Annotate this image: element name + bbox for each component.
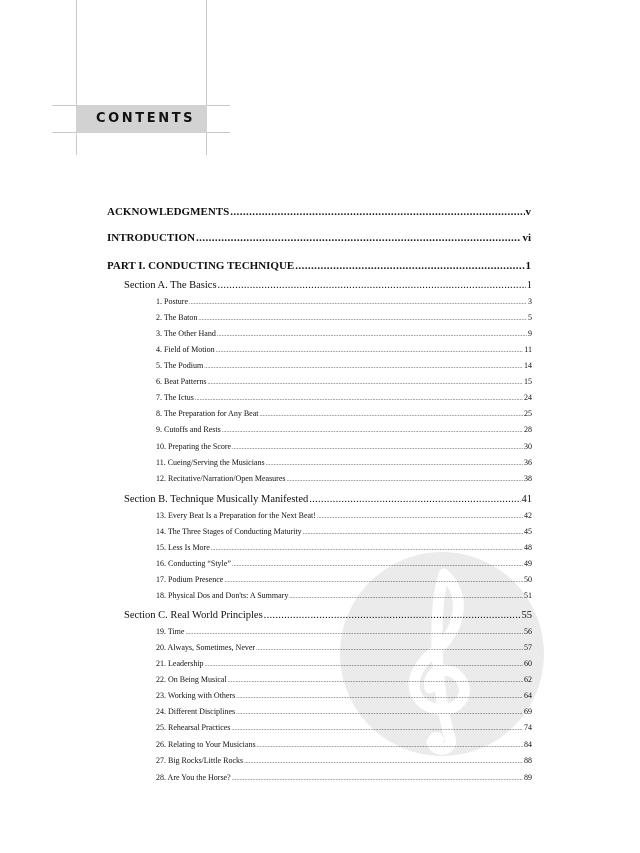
toc-entry-page: 28 <box>524 425 532 434</box>
toc-entry-title: 19. Time <box>156 627 185 636</box>
dot-leader <box>244 759 523 765</box>
toc-entry-page: 1 <box>526 280 532 291</box>
toc-entry-page: 74 <box>524 723 532 732</box>
dot-leader <box>185 630 523 636</box>
toc-entry-title: 23. Working with Others <box>156 691 236 700</box>
toc-entry-title: 20. Always, Sometimes, Never <box>156 643 256 652</box>
toc-entry-title: 17. Podium Presence <box>156 575 224 584</box>
toc-entry-title: 28. Are You the Horse? <box>156 773 231 782</box>
toc-entry <box>156 393 532 402</box>
toc-entry <box>156 591 532 600</box>
dot-leader <box>207 380 523 386</box>
toc-entry-page: 51 <box>524 591 532 600</box>
dot-leader <box>198 316 527 322</box>
dot-leader <box>196 232 521 244</box>
toc-entry <box>156 474 532 483</box>
dot-leader <box>295 260 524 272</box>
toc-entry <box>156 458 532 467</box>
toc-entry-title: 13. Every Beat Is a Preparation for the Next Beat! <box>156 511 316 520</box>
dot-leader <box>232 445 523 451</box>
toc-entry <box>156 773 532 782</box>
toc-entry-title: Section C. Real World Principles <box>124 610 263 621</box>
toc-entry-title: Section B. Technique Musically Manifested <box>124 494 309 505</box>
page-title: CONTENTS <box>96 111 196 126</box>
toc-entry <box>156 575 532 584</box>
dot-leader <box>224 578 523 584</box>
dot-leader <box>204 364 523 370</box>
toc-entry-page: 41 <box>521 494 532 505</box>
dot-leader <box>205 662 523 668</box>
toc-entry-page: 55 <box>521 610 532 621</box>
toc-entry-title: PART I. CONDUCTING TECHNIQUE <box>107 260 295 272</box>
toc-entry-title: 22. On Being Musical <box>156 675 227 684</box>
toc-entry-page: 84 <box>524 740 532 749</box>
toc-entry <box>156 707 532 716</box>
toc-entry-title: 25. Rehearsal Practices <box>156 723 231 732</box>
toc-entry-page: 3 <box>528 297 532 306</box>
dot-leader <box>289 594 523 600</box>
toc-entry-title: 1. Posture <box>156 297 188 306</box>
toc-entry-title: INTRODUCTION <box>107 232 196 244</box>
dot-leader <box>309 494 520 505</box>
dot-leader <box>236 694 523 700</box>
toc-entry-page: 89 <box>524 773 532 782</box>
toc-entry <box>156 442 532 451</box>
toc-entry-page: 48 <box>524 543 532 552</box>
dot-leader <box>257 743 523 749</box>
toc-entry-page: 25 <box>524 409 532 418</box>
toc-entry-page: 42 <box>524 511 532 520</box>
toc-entry-title: 4. Field of Motion <box>156 345 215 354</box>
dot-leader <box>216 348 524 354</box>
toc-entry <box>156 377 532 386</box>
dot-leader <box>195 396 523 402</box>
toc-entry-page: 69 <box>524 707 532 716</box>
dot-leader <box>218 280 526 291</box>
toc-entry-title: 18. Physical Dos and Don'ts: A Summary <box>156 591 289 600</box>
toc-entry-title: 21. Leadership <box>156 659 204 668</box>
toc-entry-title: 5. The Podium <box>156 361 204 370</box>
toc-entry-title: 8. The Preparation for Any Beat <box>156 409 259 418</box>
toc-entry-title: 16. Conducting “Style” <box>156 559 231 568</box>
dot-leader <box>266 461 523 467</box>
toc-entry <box>156 627 532 636</box>
toc-entry-page: 45 <box>524 527 532 536</box>
toc-entry <box>156 329 532 338</box>
toc-entry <box>156 691 532 700</box>
toc-entry-title: 26. Relating to Your Musicians <box>156 740 256 749</box>
toc-entry <box>156 511 532 520</box>
toc-entry <box>124 494 532 505</box>
toc-entry <box>107 232 531 244</box>
toc-entry-title: ACKNOWLEDGMENTS <box>107 206 230 218</box>
toc-entry-title: 24. Different Disciplines <box>156 707 236 716</box>
toc-entry <box>156 527 532 536</box>
toc-entry-title: 11. Cueing/Serving the Musicians <box>156 458 265 467</box>
toc-entry <box>107 260 531 272</box>
toc-entry <box>156 723 532 732</box>
toc-entry-page: 15 <box>524 377 532 386</box>
dot-leader <box>317 514 523 520</box>
dot-leader <box>260 412 524 418</box>
toc-entry <box>156 559 532 568</box>
toc-entry-page: 64 <box>524 691 532 700</box>
toc-entry-title: 3. The Other Hand <box>156 329 216 338</box>
dot-leader <box>211 546 523 552</box>
toc-entry-page: 24 <box>524 393 532 402</box>
dot-leader <box>222 428 523 434</box>
toc-entry-title: 14. The Three Stages of Conducting Maturity <box>156 527 302 536</box>
dot-leader <box>287 477 523 483</box>
toc-entry-title: 10. Preparing the Score <box>156 442 232 451</box>
toc-entry <box>156 543 532 552</box>
dot-leader <box>217 332 527 338</box>
toc-entry-page: 14 <box>524 361 532 370</box>
dot-leader <box>232 562 523 568</box>
dot-leader <box>264 610 521 621</box>
dot-leader <box>230 206 524 218</box>
toc-entry <box>156 361 532 370</box>
toc-entry <box>156 313 532 322</box>
dot-leader <box>232 776 523 782</box>
toc-entry-title: 2. The Baton <box>156 313 198 322</box>
toc-entry-page: v <box>525 206 531 218</box>
toc-entry <box>156 740 532 749</box>
toc-entry-page: 88 <box>524 756 532 765</box>
toc-entry-page: 49 <box>524 559 532 568</box>
toc-entry-title: 12. Recitative/Narration/Open Measures <box>156 474 286 483</box>
toc-entry-title: 7. The Ictus <box>156 393 194 402</box>
toc-entry-page: vi <box>522 232 531 244</box>
toc-entry-page: 50 <box>524 575 532 584</box>
toc-entry <box>156 675 532 684</box>
toc-entry-title: 9. Cutoffs and Rests <box>156 425 221 434</box>
toc-entry <box>156 297 532 306</box>
toc-entry-title: 6. Beat Patterns <box>156 377 207 386</box>
toc-entry <box>124 280 532 291</box>
toc-entry-title: Section A. The Basics <box>124 280 217 291</box>
toc-entry-page: 1 <box>525 260 531 272</box>
dot-leader <box>303 530 523 536</box>
toc-entry <box>156 425 532 434</box>
toc-entry <box>124 610 532 621</box>
toc-entry <box>156 345 532 354</box>
toc-entry <box>156 659 532 668</box>
toc-entry <box>156 409 532 418</box>
toc-entry-page: 57 <box>524 643 532 652</box>
toc-entry-page: 5 <box>528 313 532 322</box>
dot-leader <box>228 678 523 684</box>
toc-entry <box>107 206 531 218</box>
toc-entry <box>156 756 532 765</box>
dot-leader <box>256 646 523 652</box>
toc-entry-page: 11 <box>524 345 532 354</box>
toc-entry-page: 38 <box>524 474 532 483</box>
toc-entry-page: 30 <box>524 442 532 451</box>
toc-entry-page: 9 <box>528 329 532 338</box>
toc-entry-page: 36 <box>524 458 532 467</box>
toc-entry-title: 15. Less Is More <box>156 543 210 552</box>
dot-leader <box>236 710 523 716</box>
dot-leader <box>189 300 527 306</box>
toc-entry-page: 60 <box>524 659 532 668</box>
toc-entry-page: 62 <box>524 675 532 684</box>
toc-entry <box>156 643 532 652</box>
toc-entry-page: 56 <box>524 627 532 636</box>
toc-entry-title: 27. Big Rocks/Little Rocks <box>156 756 244 765</box>
dot-leader <box>231 726 523 732</box>
